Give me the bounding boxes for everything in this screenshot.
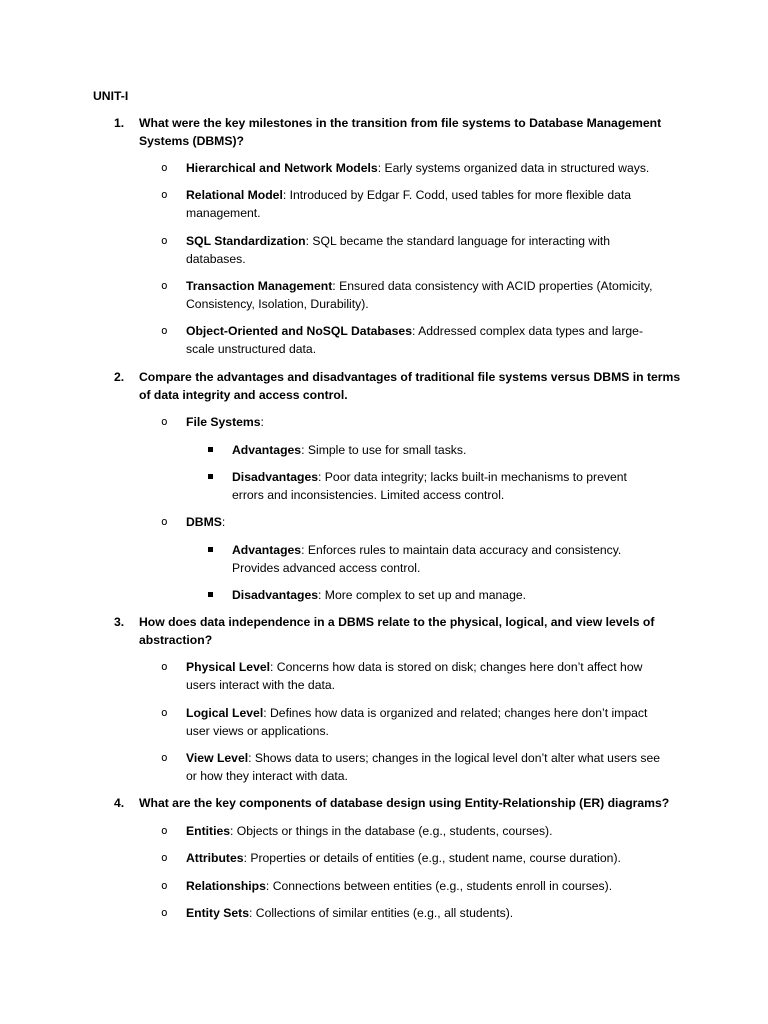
item-term: Transaction Management: [186, 279, 333, 293]
bullet-marker: o: [161, 234, 168, 247]
square-bullet-icon: [208, 474, 213, 479]
question-number: 2.: [114, 370, 125, 384]
bullet-marker: o: [161, 415, 168, 428]
square-bullet-icon: [208, 592, 213, 597]
list-item: [161, 822, 661, 840]
item-term: Hierarchical and Network Models: [186, 161, 378, 175]
square-bullet-icon: [208, 447, 213, 452]
item-term: Advantages: [232, 543, 302, 557]
item-term: Attributes: [186, 851, 244, 865]
question-2: [114, 368, 684, 404]
item-desc: :: [221, 515, 226, 529]
item-desc: : Simple to use for small tasks.: [301, 443, 467, 457]
item-desc: : Poor data integrity; lacks built-in mechanisms to prevent errors and inconsistencies. Limited access control.: [232, 470, 627, 502]
list-item: [161, 513, 661, 531]
bullet-marker: o: [161, 824, 168, 837]
item-term: Physical Level: [186, 660, 271, 674]
question-text: What were the key milestones in the transition from file systems to Database Management Systems (DBMS)?: [139, 116, 662, 148]
question-3: [114, 613, 684, 649]
bullet-marker: o: [161, 660, 168, 673]
sub-list-item: [208, 541, 658, 577]
question-number: 1.: [114, 116, 125, 130]
question-text: What are the key components of database design using Entity-Relationship (ER) diagrams?: [139, 796, 670, 810]
item-desc: : Shows data to users; changes in the logical level don’t alter what users see or how they interact with data.: [186, 751, 661, 783]
item-term: Relational Model: [186, 188, 283, 202]
item-term: Advantages: [232, 443, 302, 457]
sub-list-item: [208, 586, 658, 604]
list-item: [161, 322, 661, 358]
list-item: [161, 277, 661, 313]
item-desc: : Collections of similar entities (e.g., all students).: [249, 906, 514, 920]
list-item: [161, 877, 661, 895]
bullet-marker: o: [161, 906, 168, 919]
list-item: [161, 658, 661, 694]
item-term: Entities: [186, 824, 231, 838]
item-desc: :: [260, 415, 264, 429]
bullet-marker: o: [161, 161, 168, 174]
bullet-marker: o: [161, 879, 168, 892]
list-item: [161, 904, 661, 922]
list-item: [161, 232, 661, 268]
list-item: [161, 186, 661, 222]
item-desc: : Properties or details of entities (e.g., student name, course duration).: [243, 851, 621, 865]
list-item: [161, 704, 661, 740]
item-desc: : Addressed complex data types and large-scale unstructured data.: [186, 324, 644, 356]
list-item: [161, 413, 661, 431]
item-term: SQL Standardization: [186, 234, 306, 248]
item-desc: : Objects or things in the database (e.g., students, courses).: [230, 824, 553, 838]
item-term: File Systems: [186, 415, 261, 429]
item-term: View Level: [186, 751, 249, 765]
unit-heading: UNIT-I: [93, 89, 129, 103]
item-term: Disadvantages: [232, 470, 319, 484]
question-text: How does data independence in a DBMS relate to the physical, logical, and view levels of abstraction?: [139, 615, 655, 647]
question-text: Compare the advantages and disadvantages of traditional file systems versus DBMS in terms of data integrity and access control.: [139, 370, 681, 402]
item-desc: : Enforces rules to maintain data accuracy and consistency. Provides advanced access control.: [232, 543, 622, 575]
item-term: Object-Oriented and NoSQL Databases: [186, 324, 412, 338]
question-1: [114, 114, 684, 150]
question-4: [114, 794, 684, 812]
item-desc: : Ensured data consistency with ACID properties (Atomicity, Consistency, Isolation, Durability).: [186, 279, 653, 311]
bullet-marker: o: [161, 515, 168, 528]
sub-list-item: [208, 468, 658, 504]
item-term: Disadvantages: [232, 588, 319, 602]
bullet-marker: o: [161, 851, 168, 864]
sub-list-item: [208, 441, 658, 459]
item-desc: : Connections between entities (e.g., students enroll in courses).: [265, 879, 613, 893]
item-desc: : SQL became the standard language for interacting with databases.: [186, 234, 611, 266]
question-number: 3.: [114, 615, 125, 629]
list-item: [161, 749, 661, 785]
list-item: [161, 159, 661, 177]
bullet-marker: o: [161, 188, 168, 201]
bullet-marker: o: [161, 324, 168, 337]
item-term: Entity Sets: [186, 906, 249, 920]
item-desc: : Early systems organized data in structured ways.: [377, 161, 650, 175]
item-term: Logical Level: [186, 706, 264, 720]
bullet-marker: o: [161, 751, 168, 764]
item-desc: : Introduced by Edgar F. Codd, used tables for more flexible data management.: [186, 188, 632, 220]
item-term: DBMS: [186, 515, 222, 529]
list-item: [161, 849, 661, 867]
bullet-marker: o: [161, 279, 168, 292]
bullet-marker: o: [161, 706, 168, 719]
question-number: 4.: [114, 796, 125, 810]
item-desc: : Concerns how data is stored on disk; changes here don’t affect how users interact with the data.: [186, 660, 643, 692]
square-bullet-icon: [208, 547, 213, 552]
item-desc: : More complex to set up and manage.: [318, 588, 527, 602]
item-desc: : Defines how data is organized and related; changes here don’t impact user views or applications.: [186, 706, 648, 738]
item-term: Relationships: [186, 879, 266, 893]
